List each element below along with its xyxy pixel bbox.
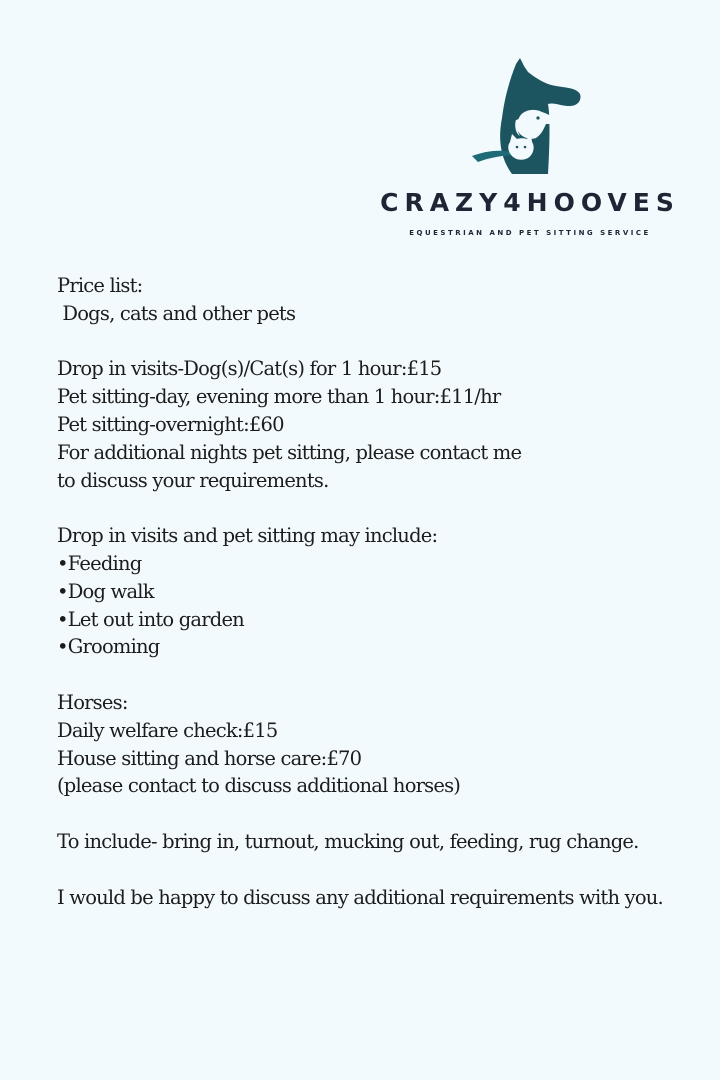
includes-heading: Drop in visits and pet sitting may include:	[57, 524, 438, 548]
includes-item: •Feeding	[57, 551, 142, 575]
pet-price-line: Pet sitting-day, evening more than 1 hour:£11/hr	[57, 385, 501, 409]
spacer	[57, 328, 707, 356]
spacer	[57, 856, 707, 884]
pet-price-line: Drop in visits-Dog(s)/Cat(s) for 1 hour:£15	[57, 357, 442, 381]
brand-logo	[380, 58, 680, 248]
price-list	[57, 272, 707, 911]
includes-item: •Let out into garden	[57, 607, 244, 631]
price-list-subtitle: Dogs, cats and other pets	[57, 301, 296, 325]
horse-price-line: Daily welfare check:£15	[57, 718, 278, 742]
closing-note: I would be happy to discuss any additional requirements with you.	[57, 885, 663, 909]
pet-price-note: For additional nights pet sitting, please contact me	[57, 440, 522, 464]
horse-dog-cat-silhouette-icon	[472, 58, 592, 176]
horses-heading: Horses:	[57, 690, 128, 714]
spacer	[57, 494, 707, 522]
brand-tagline: EQUESTRIAN AND PET SITTING SERVICE	[409, 229, 651, 237]
pet-price-note: to discuss your requirements.	[57, 468, 329, 492]
price-list-title: Price list:	[57, 274, 143, 297]
horse-price-line: House sitting and horse care:£70	[57, 746, 362, 770]
horse-includes: To include- bring in, turnout, mucking out, feeding, rug change.	[57, 829, 639, 853]
spacer	[57, 800, 707, 828]
brand-name: CRAZY4HOOVES	[380, 188, 680, 217]
includes-item: •Grooming	[57, 635, 160, 659]
horse-price-note: (please contact to discuss additional horses)	[57, 774, 461, 798]
pet-price-line: Pet sitting-overnight:£60	[57, 412, 284, 436]
includes-item: •Dog walk	[57, 579, 154, 603]
spacer	[57, 661, 707, 689]
